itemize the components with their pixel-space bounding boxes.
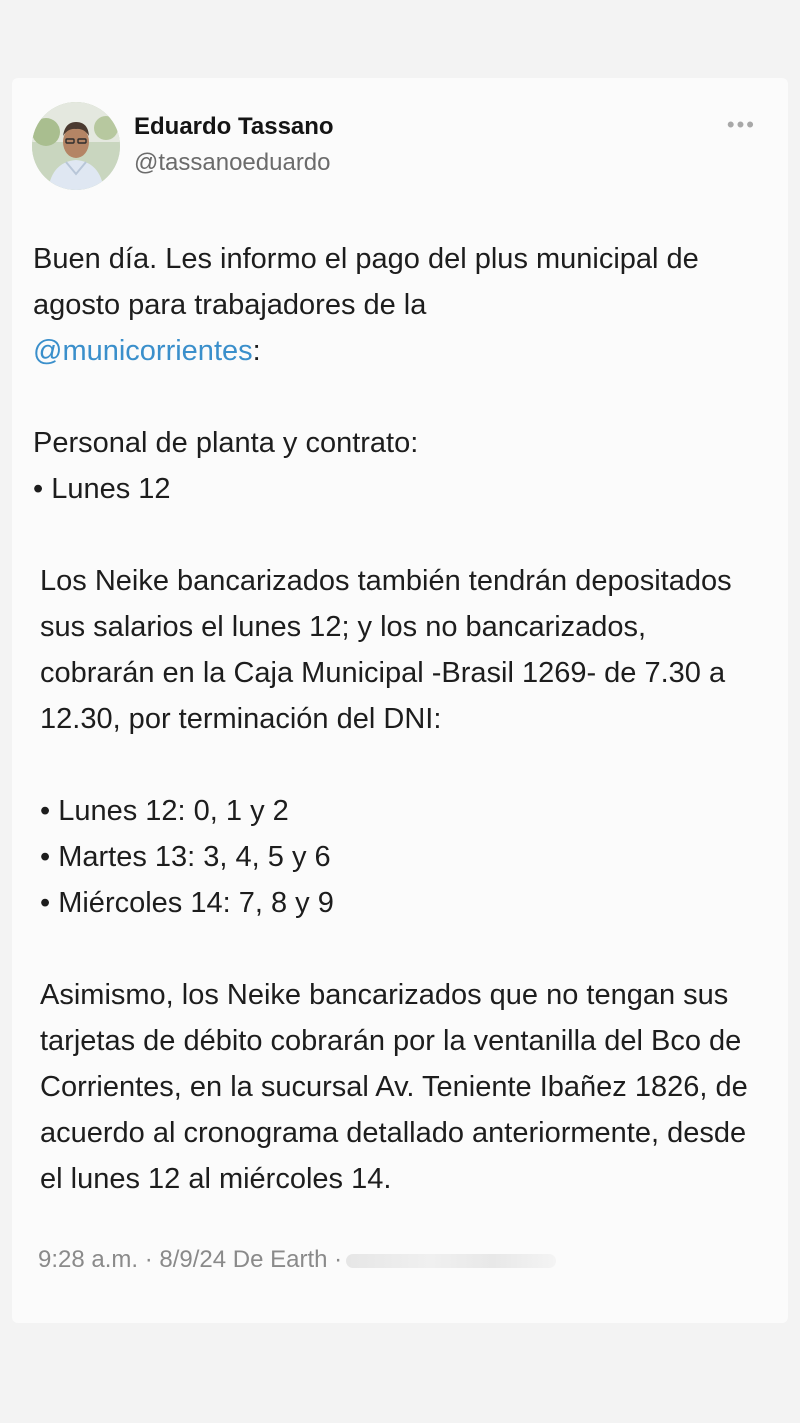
author-block xyxy=(134,112,334,178)
closing-paragraph: Asimismo, los Neike bancarizados que no tengan sus tarjetas de débito cobrarán por la ventanilla del Bco de Corrientes, en la sucursal Av. Teniente Ibañez 1826, de acuerdo al cronograma detallado anteriormente, desde el lunes 12 al miércoles 14. xyxy=(40,979,748,1195)
tweet-meta[interactable]: 9:28 a.m. · 8/9/24 De Earth · xyxy=(38,1246,343,1273)
mention-link[interactable]: @municorrientes xyxy=(33,335,253,367)
intro-text: Buen día. Les informo el pago del plus municipal de agosto para trabajadores de la xyxy=(33,243,699,321)
author-name[interactable]: Eduardo Tassano xyxy=(134,113,334,140)
author-handle[interactable]: @tassanoeduardo xyxy=(134,149,331,176)
dni-item: • Martes 13: 3, 4, 5 y 6 xyxy=(40,841,331,873)
neike-paragraph: Los Neike bancarizados también tendrán depositados sus salarios el lunes 12; y los no bancarizados, cobrarán en la Caja Municipal -Brasil 1269- de 7.30 a 12.30, por terminación del DNI: xyxy=(40,565,732,735)
tweet-footer xyxy=(38,1244,738,1276)
more-options-icon[interactable]: ••• xyxy=(726,112,756,137)
dni-item: • Miércoles 14: 7, 8 y 9 xyxy=(40,887,334,919)
section1-item: • Lunes 12 xyxy=(33,473,171,505)
tweet-intro xyxy=(33,236,763,374)
intro-end: : xyxy=(252,335,261,367)
section1-title: Personal de planta y contrato: xyxy=(33,427,419,459)
tweet-text xyxy=(33,236,763,1202)
avatar[interactable] xyxy=(32,102,120,190)
dni-item: • Lunes 12: 0, 1 y 2 xyxy=(40,795,289,827)
redacted-text xyxy=(346,1254,556,1268)
profile-photo-icon xyxy=(32,102,120,190)
